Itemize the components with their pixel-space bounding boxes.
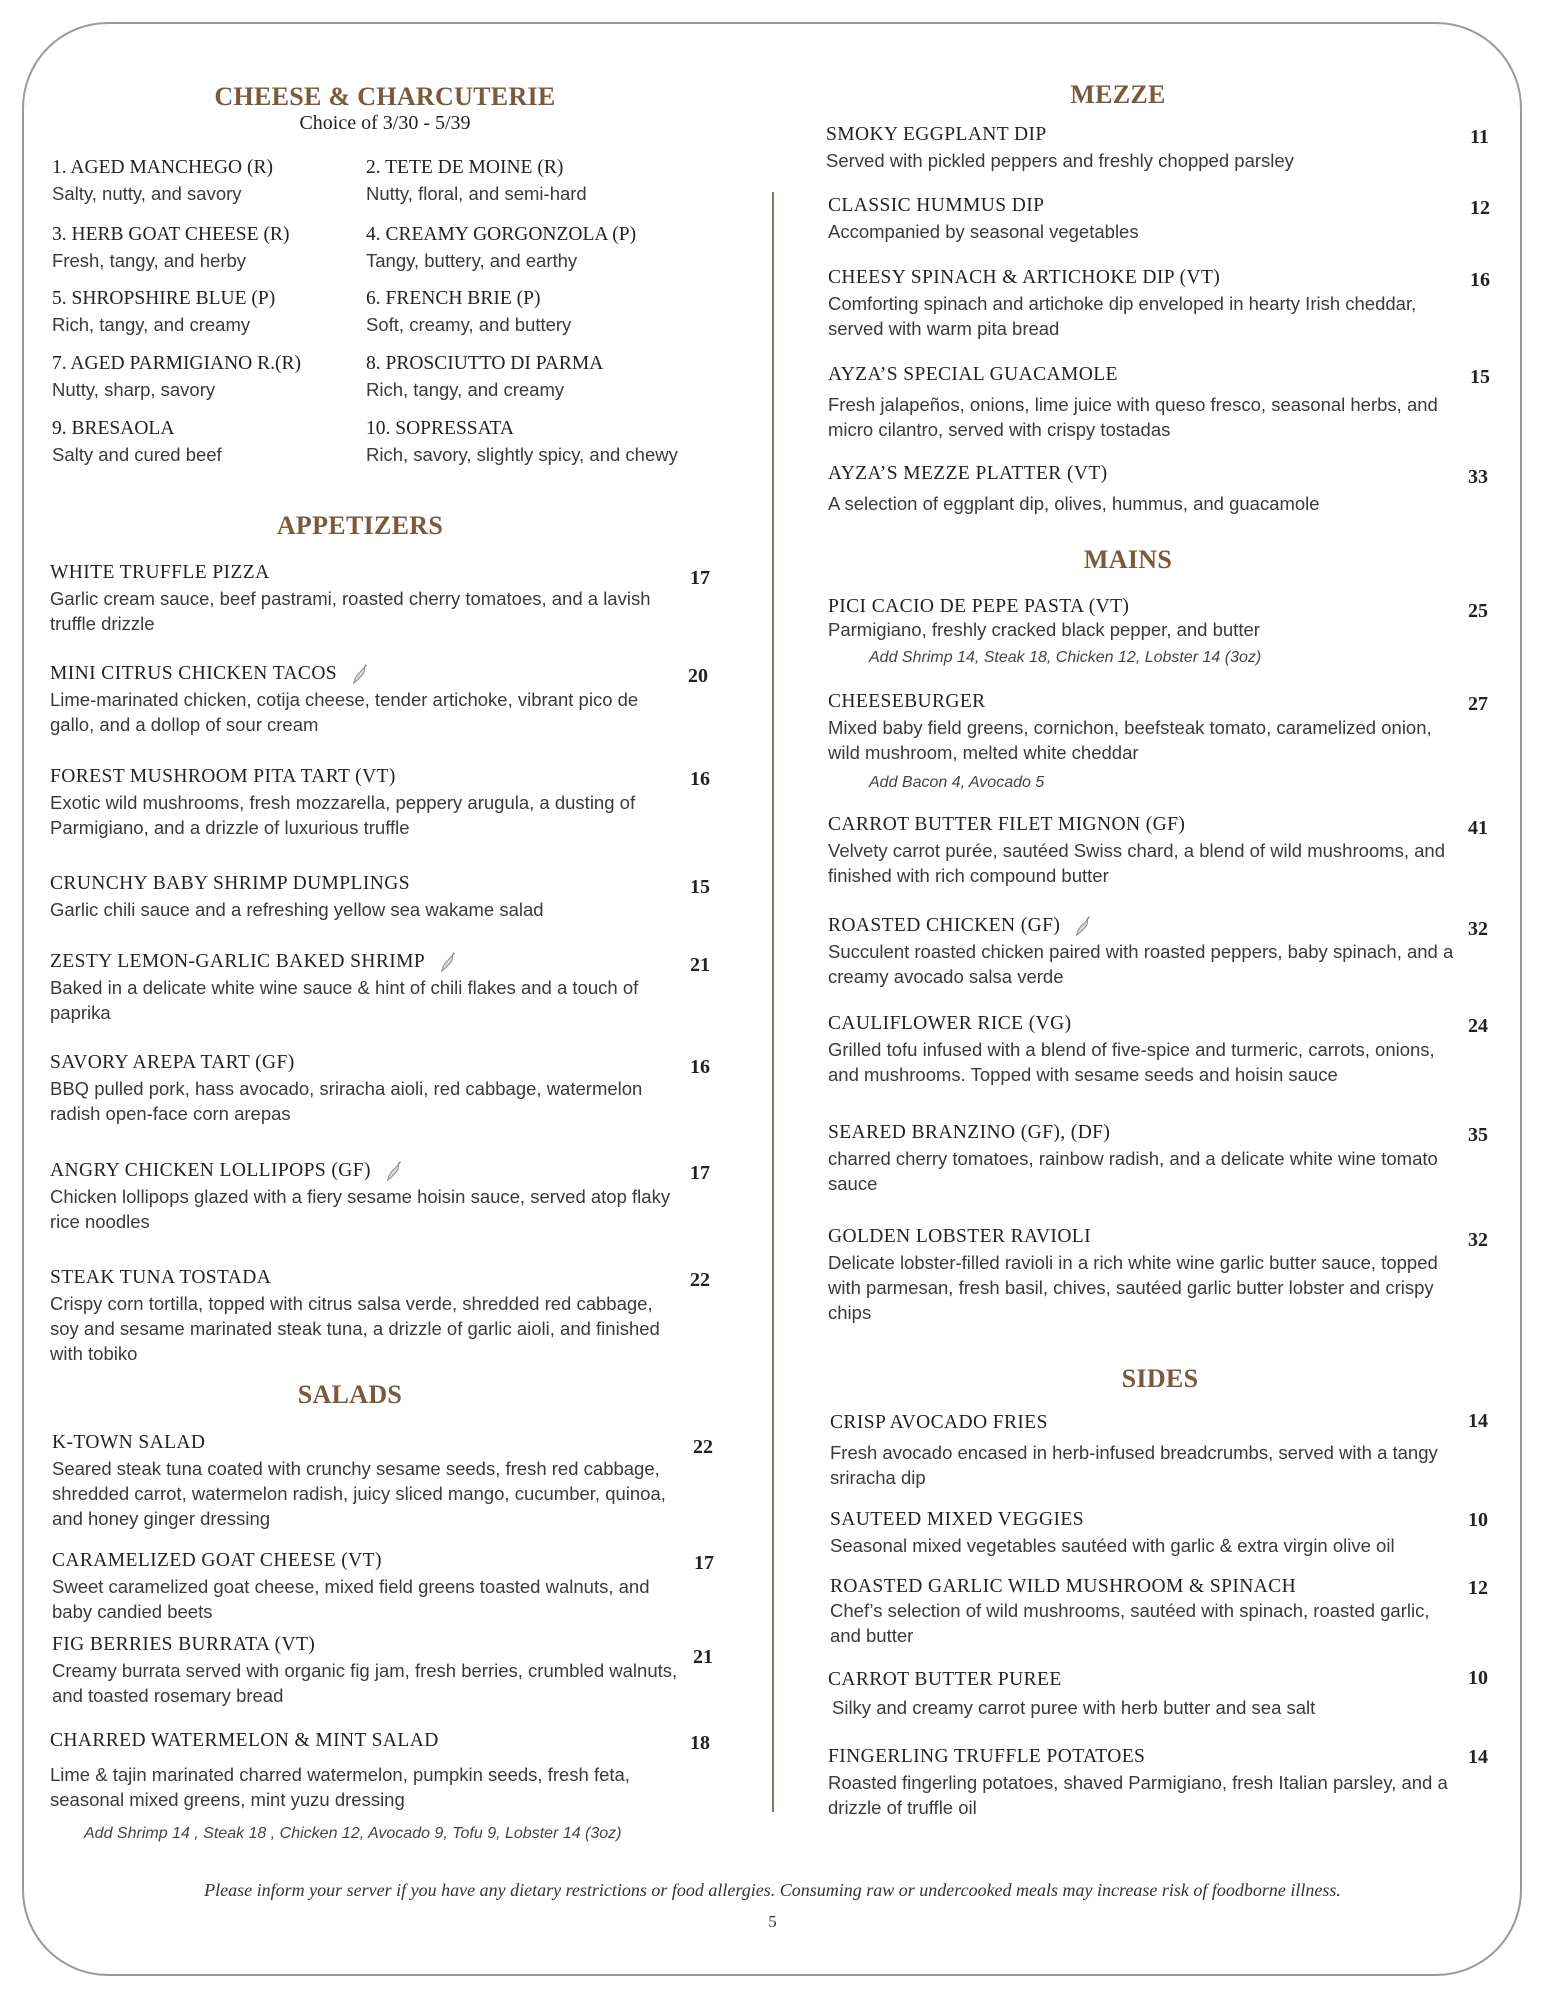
menu-item — [828, 1667, 1458, 1720]
item-description: Seared steak tuna coated with crunchy sesame seeds, fresh red cabbage, shredded carrot, watermelon radish, juicy sliced mango, cucumber, quinoa, and honey ginger dressing — [52, 1458, 666, 1529]
item-description: Rich, tangy, and creamy — [52, 314, 251, 335]
item-description: Parmigiano, freshly cracked black pepper, and butter — [828, 619, 1260, 640]
item-description: Nutty, floral, and semi-hard — [366, 183, 587, 204]
section-title-cheese: CHEESE & CHARCUTERIE — [214, 82, 556, 111]
item-price: 14 — [1468, 1746, 1488, 1768]
item-description: Chicken lollipops glazed with a fiery sesame hoisin sauce, served atop flaky rice noodles — [50, 1186, 671, 1232]
cheese-item — [366, 286, 571, 337]
cheese-item — [366, 416, 678, 467]
menu-item — [826, 122, 1456, 173]
item-price: 21 — [693, 1646, 713, 1668]
menu-item — [828, 1744, 1468, 1820]
item-description: A selection of eggplant dip, olives, hummus, and guacamole — [828, 493, 1320, 514]
cheese-item — [52, 222, 289, 273]
menu-item — [50, 1265, 680, 1366]
menu-item — [828, 812, 1458, 888]
item-description: Fresh, tangy, and herby — [52, 250, 247, 271]
item-description: Roasted fingerling potatoes, shaved Parmigiano, fresh Italian parsley, and a drizzle of truffle oil — [828, 1772, 1448, 1818]
cheese-item — [366, 155, 587, 206]
cheese-item — [52, 351, 301, 402]
item-price: 41 — [1468, 817, 1488, 839]
section-title-mezze: MEZZE — [1070, 80, 1166, 109]
item-price: 35 — [1468, 1124, 1488, 1146]
menu-item — [828, 913, 1458, 989]
item-price: 33 — [1468, 466, 1488, 488]
item-description: Chef’s selection of wild mushrooms, sautéed with spinach, roasted garlic, and butter — [830, 1600, 1430, 1646]
section-title-mains: MAINS — [1083, 545, 1173, 574]
item-name: 3. HERB GOAT CHEESE (R) — [52, 224, 290, 245]
item-price: 25 — [1468, 600, 1488, 622]
item-price: 17 — [690, 1162, 710, 1184]
item-name-text: MINI CITRUS CHICKEN TACOS — [50, 663, 338, 684]
item-name — [50, 949, 670, 975]
page-number: 5 — [768, 1912, 777, 1931]
item-name: PICI CACIO DE PEPE PASTA (VT) — [828, 596, 1130, 617]
item-name: CAULIFLOWER RICE (VG) — [828, 1013, 1072, 1034]
item-name — [50, 1158, 680, 1184]
item-name: GOLDEN LOBSTER RAVIOLI — [828, 1226, 1092, 1247]
item-price: 21 — [690, 954, 710, 976]
menu-item — [830, 1507, 1470, 1558]
item-price: 10 — [1468, 1509, 1488, 1531]
item-description: Nutty, sharp, savory — [52, 379, 216, 400]
item-price: 20 — [688, 665, 708, 687]
menu-item — [50, 949, 670, 1025]
cheese-item — [366, 351, 603, 402]
item-description: Silky and creamy carrot puree with herb butter and sea salt — [832, 1697, 1316, 1718]
item-description: Baked in a delicate white wine sauce & hint of chili flakes and a touch of paprika — [50, 977, 639, 1023]
item-price: 16 — [1470, 269, 1490, 291]
menu-item — [828, 1224, 1458, 1325]
item-price: 24 — [1468, 1015, 1488, 1037]
menu-item — [50, 764, 680, 840]
cheese-item — [52, 155, 273, 206]
item-name: CARROT BUTTER PUREE — [828, 1669, 1062, 1690]
item-price: 12 — [1470, 197, 1490, 219]
item-description: Rich, tangy, and creamy — [366, 379, 565, 400]
menu-item — [828, 265, 1468, 341]
item-price: 22 — [693, 1436, 713, 1458]
chili-pepper-icon — [437, 952, 459, 974]
menu-item — [50, 871, 670, 922]
menu-item — [828, 193, 1458, 244]
item-name: CARAMELIZED GOAT CHEESE (VT) — [52, 1550, 382, 1571]
item-name: CLASSIC HUMMUS DIP — [828, 195, 1045, 216]
item-name: 8. PROSCIUTTO DI PARMA — [366, 353, 604, 374]
chili-pepper-icon — [383, 1161, 405, 1183]
item-name: SEARED BRANZINO (GF), (DF) — [828, 1122, 1111, 1143]
item-name: CRISP AVOCADO FRIES — [830, 1412, 1048, 1433]
item-name-text: ANGRY CHICKEN LOLLIPOPS (GF) — [50, 1160, 371, 1181]
item-name: STEAK TUNA TOSTADA — [50, 1267, 272, 1288]
item-name-text: ZESTY LEMON-GARLIC BAKED SHRIMP — [50, 951, 426, 972]
menu-item — [828, 689, 1458, 765]
item-description: Garlic chili sauce and a refreshing yellow sea wakame salad — [50, 899, 544, 920]
menu-item — [50, 560, 670, 636]
item-description: BBQ pulled pork, hass avocado, sriracha aioli, red cabbage, watermelon radish open-face corn arepas — [50, 1078, 643, 1124]
menu-item — [828, 461, 1458, 516]
item-description: Served with pickled peppers and freshly chopped parsley — [826, 150, 1294, 171]
item-price: 32 — [1468, 918, 1488, 940]
cheese-item — [52, 286, 275, 337]
chili-pepper-icon — [1072, 916, 1094, 938]
item-description: Sweet caramelized goat cheese, mixed field greens toasted walnuts, and baby candied beets — [52, 1576, 650, 1622]
menu-item — [828, 1011, 1468, 1087]
item-name: 6. FRENCH BRIE (P) — [366, 288, 541, 309]
item-name: CHARRED WATERMELON & MINT SALAD — [50, 1730, 439, 1751]
item-price: 14 — [1468, 1410, 1488, 1432]
item-name: SAVORY AREPA TART (GF) — [50, 1052, 295, 1073]
section-title-salads: SALADS — [297, 1380, 403, 1409]
item-description: Comforting spinach and artichoke dip enveloped in hearty Irish cheddar, served with warm pita bread — [828, 293, 1417, 339]
item-name: 9. BRESAOLA — [52, 418, 175, 439]
item-name: CARROT BUTTER FILET MIGNON (GF) — [828, 814, 1186, 835]
item-price: 16 — [690, 768, 710, 790]
item-name: 4. CREAMY GORGONZOLA (P) — [366, 224, 637, 245]
burger-addons: Add Bacon 4, Avocado 5 — [869, 774, 1045, 791]
item-name: SMOKY EGGPLANT DIP — [826, 124, 1047, 145]
menu-item — [50, 1158, 680, 1234]
item-name: 2. TETE DE MOINE (R) — [366, 157, 564, 178]
allergy-notice: Please inform your server if you have any dietary restrictions or food allergies. Consuming raw or undercooked meals may increase risk of foodborne illness. — [204, 1880, 1341, 1900]
menu-item — [830, 1576, 1460, 1648]
item-name: 10. SOPRESSATA — [366, 418, 514, 439]
menu-item — [828, 1120, 1458, 1196]
menu-item — [52, 1632, 682, 1708]
item-description: Fresh jalapeños, onions, lime juice with queso fresco, seasonal herbs, and micro cilantro, served with crispy tostadas — [828, 394, 1438, 440]
item-price: 16 — [690, 1056, 710, 1078]
item-price: 17 — [690, 567, 710, 589]
item-description: Soft, creamy, and buttery — [366, 314, 572, 335]
item-name: 1. AGED MANCHEGO (R) — [52, 157, 273, 178]
cheese-item — [366, 222, 636, 273]
item-description: Salty and cured beef — [52, 444, 222, 465]
item-name: CHEESEBURGER — [828, 691, 986, 712]
item-name — [828, 913, 1458, 939]
chili-pepper-icon — [349, 664, 371, 686]
item-name — [50, 661, 670, 687]
item-description: Delicate lobster-filled ravioli in a rich white wine garlic butter sauce, topped with parmesan, fresh basil, chives, sautéed garlic butter lobster and crispy chips — [828, 1252, 1438, 1323]
item-description: Salty, nutty, and savory — [52, 183, 242, 204]
item-name: FOREST MUSHROOM PITA TART (VT) — [50, 766, 396, 787]
item-price: 15 — [1470, 366, 1490, 388]
item-description: Garlic cream sauce, beef pastrami, roasted cherry tomatoes, and a lavish truffle drizzle — [50, 588, 651, 634]
item-description: Velvety carrot purée, sautéed Swiss chard, a blend of wild mushrooms, and finished with rich compound butter — [828, 840, 1445, 886]
section-title-sides: SIDES — [1121, 1364, 1199, 1393]
item-name: AYZA’S MEZZE PLATTER (VT) — [828, 463, 1108, 484]
item-description: Tangy, buttery, and earthy — [366, 250, 578, 271]
menu-item — [52, 1548, 682, 1624]
item-price: 11 — [1470, 126, 1489, 148]
menu-item — [50, 1050, 680, 1126]
item-name: 5. SHROPSHIRE BLUE (P) — [52, 288, 276, 309]
menu-item — [50, 1728, 680, 1812]
item-name: FINGERLING TRUFFLE POTATOES — [828, 1746, 1146, 1767]
salad-addons: Add Shrimp 14 , Steak 18 , Chicken 12, Avocado 9, Tofu 9, Lobster 14 (3oz) — [84, 1825, 622, 1842]
item-name: SAUTEED MIXED VEGGIES — [830, 1509, 1084, 1530]
cheese-item — [52, 416, 222, 467]
item-price: 12 — [1468, 1577, 1488, 1599]
menu-item — [828, 362, 1458, 442]
pasta-addons: Add Shrimp 14, Steak 18, Chicken 12, Lobster 14 (3oz) — [869, 649, 1262, 666]
item-name: FIG BERRIES BURRATA (VT) — [52, 1634, 316, 1655]
item-price: 32 — [1468, 1229, 1488, 1251]
item-name: CHEESY SPINACH & ARTICHOKE DIP (VT) — [828, 267, 1221, 288]
item-price: 22 — [690, 1269, 710, 1291]
item-description: Accompanied by seasonal vegetables — [828, 221, 1139, 242]
item-name: AYZA’S SPECIAL GUACAMOLE — [828, 364, 1118, 385]
menu-item — [830, 1410, 1460, 1490]
item-price: 10 — [1468, 1667, 1488, 1689]
item-description: Crispy corn tortilla, topped with citrus salsa verde, shredded red cabbage, soy and sesame marinated steak tuna, a drizzle of garlic aioli, and finished with tobiko — [50, 1293, 660, 1364]
item-description: Rich, savory, slightly spicy, and chewy — [366, 444, 678, 465]
item-description: Lime-marinated chicken, cotija cheese, tender artichoke, vibrant pico de gallo, and a dollop of sour cream — [50, 689, 639, 735]
item-description: charred cherry tomatoes, rainbow radish, and a delicate white wine tomato sauce — [828, 1148, 1438, 1194]
item-description: Fresh avocado encased in herb-infused breadcrumbs, served with a tangy sriracha dip — [830, 1442, 1438, 1488]
item-name: CRUNCHY BABY SHRIMP DUMPLINGS — [50, 873, 410, 894]
item-description: Succulent roasted chicken paired with roasted peppers, baby spinach, and a creamy avocado salsa verde — [828, 941, 1454, 987]
column-divider — [772, 192, 774, 1812]
item-description: Creamy burrata served with organic fig jam, fresh berries, crumbled walnuts, and toasted rosemary bread — [52, 1660, 678, 1706]
item-name: 7. AGED PARMIGIANO R.(R) — [52, 353, 302, 374]
item-description: Mixed baby field greens, cornichon, beefsteak tomato, caramelized onion, wild mushroom, melted white cheddar — [828, 717, 1432, 763]
item-description: Seasonal mixed vegetables sautéed with garlic & extra virgin olive oil — [830, 1535, 1395, 1556]
item-description: Lime & tajin marinated charred watermelon, pumpkin seeds, fresh feta, seasonal mixed greens, mint yuzu dressing — [50, 1764, 630, 1810]
item-price: 27 — [1468, 693, 1488, 715]
item-price: 17 — [694, 1552, 714, 1574]
item-name-text: ROASTED CHICKEN (GF) — [828, 915, 1061, 936]
item-description: Exotic wild mushrooms, fresh mozzarella, peppery arugula, a dusting of Parmigiano, and a drizzle of luxurious truffle — [50, 792, 636, 838]
item-price: 15 — [690, 876, 710, 898]
menu-item — [828, 597, 1458, 642]
section-title-appetizers: APPETIZERS — [276, 511, 444, 540]
item-name: K-TOWN SALAD — [52, 1432, 206, 1453]
menu-item — [52, 1430, 692, 1531]
item-name: ROASTED GARLIC WILD MUSHROOM & SPINACH — [830, 1576, 1297, 1597]
cheese-subtitle: Choice of 3/30 - 5/39 — [299, 112, 471, 134]
menu-item — [50, 661, 670, 737]
item-name: WHITE TRUFFLE PIZZA — [50, 562, 270, 583]
item-description: Grilled tofu infused with a blend of five-spice and turmeric, carrots, onions, and mushrooms. Topped with sesame seeds and hoisin sauce — [828, 1039, 1435, 1085]
item-price: 18 — [690, 1732, 710, 1754]
